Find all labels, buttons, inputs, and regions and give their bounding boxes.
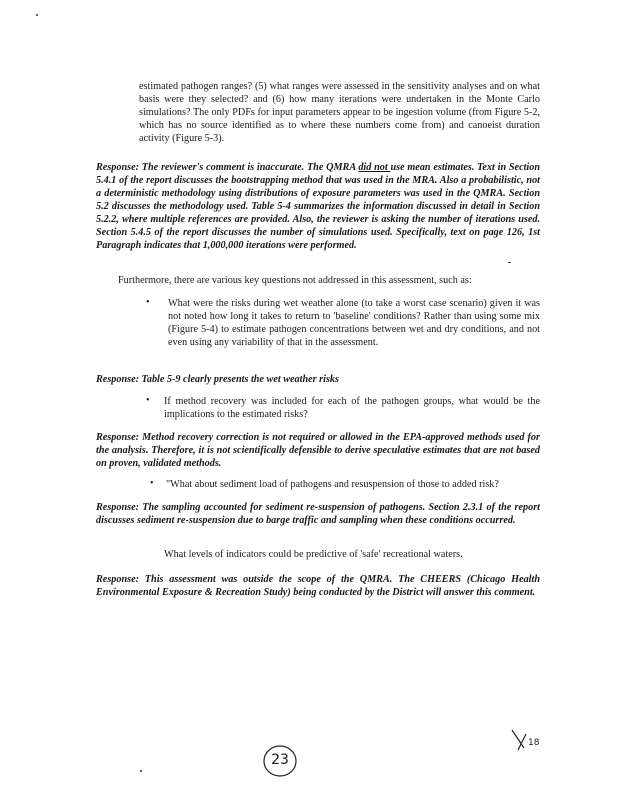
scan-speck bbox=[508, 262, 511, 263]
page-stamp-number: 23 bbox=[271, 752, 289, 768]
response-1-part-c: use mean estimates. Text in Section 5.4.1 of the report discusses the bootstrapping method that was used in the MRA. Also a probabilistic, not a deterministic methodology using distributions of exposure parameters was used in the QMRA. Section 5.2 discusses the methodology used. Table 5-4 summarizes the information discussed in detail in Section 5.2.2, where multiple references are provided. Also, the reviewer is asking the number of iterations used. Section 5.4.5 of the report discusses the number of simulations used. Specifically, text on page 126, 1st Paragraph indicates that 1,000,000 iterations were performed. bbox=[96, 162, 541, 251]
bullet-icon: • bbox=[150, 478, 154, 489]
bullet-icon: • bbox=[146, 395, 150, 406]
page-stamp bbox=[262, 743, 298, 779]
response-paragraph-5: Response: This assessment was outside the scope of the QMRA. The CHEERS (Chicago Health Environmental Exposure & Recreation Study) being conducted by the District will answer this comment. bbox=[96, 574, 540, 598]
scan-speck bbox=[36, 14, 38, 16]
bullet-sediment: "What about sediment load of pathogens and resuspension of those to added risk? bbox=[166, 479, 499, 490]
indicator-question: What levels of indicators could be predictive of 'safe' recreational waters. bbox=[164, 549, 463, 560]
response-1-underlined: did not bbox=[358, 162, 391, 173]
bullet-method-recovery: If method recovery was included for each of the pathogen groups, what would be the implications to the estimated risks? bbox=[164, 396, 540, 420]
bullet-wet-weather: What were the risks during wet weather alone (to take a worst case scenario) given it was not noted how long it takes to return to 'baseline' conditions? Rather than using some mix (Figure 5-4) to estimate pathogen concentrations between wet and dry conditions, and not even using any variability of that in the assessment. bbox=[168, 298, 540, 348]
question-paragraph-continued: estimated pathogen ranges? (5) what ranges were assessed in the sensitivity analyses and on what basis were they selected? and (6) how many iterations were undertaken in the Monte Carlo simulations? The only PDFs for input parameters appear to be ingestion volume (from Figure 5-2, which has no source identified as to where these numbers come from) and canoeist duration activity (Figure 5-3). bbox=[139, 81, 540, 144]
response-paragraph-2: Response: Table 5-9 clearly presents the wet weather risks bbox=[96, 374, 339, 385]
corner-mark-number: 18 bbox=[528, 738, 540, 748]
handwritten-slash-icon bbox=[510, 728, 530, 752]
key-questions-intro: Furthermore, there are various key questions not addressed in this assessment, such as: bbox=[118, 275, 472, 286]
response-paragraph-1 bbox=[96, 161, 540, 252]
scan-speck bbox=[140, 770, 142, 772]
corner-mark bbox=[510, 728, 544, 754]
response-1-part-a: Response: The reviewer's comment is inaccurate. The QMRA bbox=[96, 162, 359, 173]
response-paragraph-4: Response: The sampling accounted for sediment re-suspension of pathogens. Section 2.3.1 of the report discusses sediment re-suspension due to barge traffic and sampling when these conditions occurred. bbox=[96, 502, 540, 526]
bullet-icon: • bbox=[146, 297, 150, 308]
response-paragraph-3: Response: Method recovery correction is not required or allowed in the EPA-approved methods used for the analysis. Therefore, it is not scientifically defensible to derive speculative estimates that are not based on proven, validated methods. bbox=[96, 432, 540, 469]
